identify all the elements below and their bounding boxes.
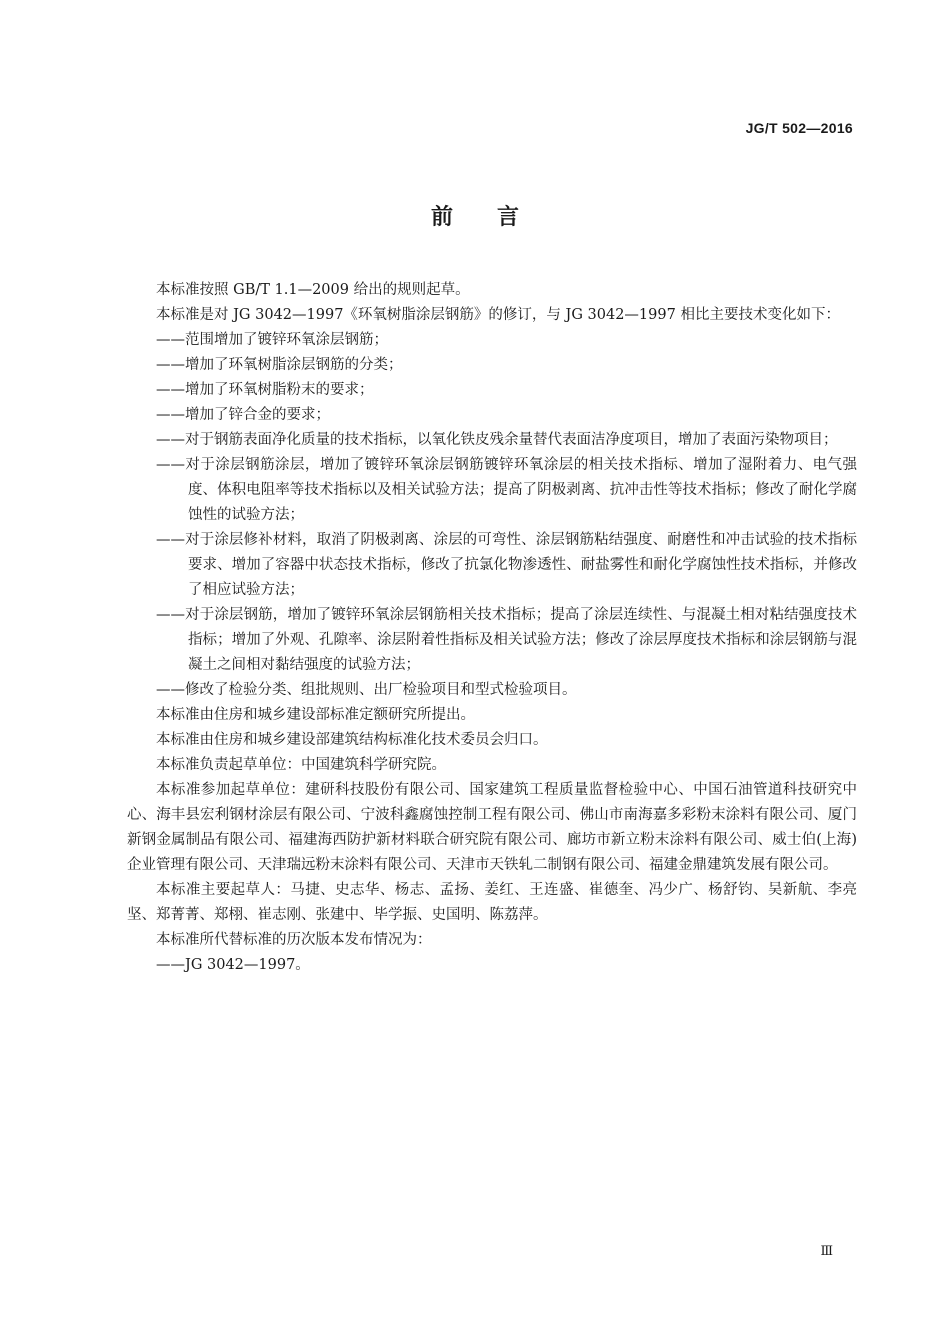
paragraph: 本标准负责起草单位：中国建筑科学研究院。 — [156, 757, 446, 773]
paragraph: 本标准由住房和城乡建设部建筑结构标准化技术委员会归口。 — [156, 732, 548, 748]
standard-code: JG/T 502—2016 — [745, 120, 853, 136]
change-item: ——对于涂层钢筋，增加了镀锌环氧涂层钢筋相关技术指标；提高了涂层连续性、与混凝土相对粘结强度技术指标；增加了外观、孔隙率、涂层附着性指标及相关试验方法；修改了涂层厚度技术指标和涂层钢筋与混凝土之间相对黏结强度的试验方法； — [156, 607, 857, 673]
change-item: ——增加了环氧树脂粉末的要求； — [156, 382, 374, 398]
change-item: ——增加了锌合金的要求； — [156, 407, 330, 423]
paragraph: 本标准所代替标准的历次版本发布情况为： — [156, 932, 432, 948]
participating-units: 本标准参加起草单位：建研科技股份有限公司、国家建筑工程质量监督检验中心、中国石油管道科技研究中心、海丰县宏利钢材涂层有限公司、宁波科鑫腐蚀控制工程有限公司、佛山市南海嘉多彩粉末涂料有限公司、厦门新钢金属制品有限公司、福建海西防护新材料联合研究院有限公司、廊坊市新立粉末涂料有限公司、威士伯(上海)企业管理有限公司、天津瑞远粉末涂料有限公司、天津市天铁轧二制钢有限公司、福建金鼎建筑发展有限公司。 — [127, 782, 857, 873]
previous-version-item: ——JG 3042—1997。 — [156, 957, 310, 973]
change-item: ——对于涂层修补材料，取消了阴极剥离、涂层的可弯性、涂层钢筋粘结强度、耐磨性和冲击试验的技术指标要求、增加了容器中状态技术指标，修改了抗氯化物渗透性、耐盐雾性和耐化学腐蚀性技术指标，并修改了相应试验方法； — [156, 532, 857, 598]
page-number: Ⅲ — [820, 1244, 833, 1259]
change-item: ——增加了环氧树脂涂层钢筋的分类； — [156, 357, 403, 373]
change-item: ——范围增加了镀锌环氧涂层钢筋； — [156, 332, 388, 348]
paragraph: 本标准是对 JG 3042—1997《环氧树脂涂层钢筋》的修订，与 JG 3042—1997 相比主要技术变化如下： — [156, 307, 840, 323]
change-item: ——修改了检验分类、组批规则、出厂检验项目和型式检验项目。 — [156, 682, 577, 698]
page-title: 前言 — [430, 205, 563, 230]
preface-body — [127, 278, 857, 978]
change-item: ——对于涂层钢筋涂层，增加了镀锌环氧涂层钢筋镀锌环氧涂层的相关技术指标、增加了湿附着力、电气强度、体积电阻率等技术指标以及相关试验方法；提高了阴极剥离、抗冲击性等技术指标；修改了耐化学腐蚀性的试验方法； — [156, 457, 857, 523]
main-drafters: 本标准主要起草人：马捷、史志华、杨志、孟扬、姜红、王连盛、崔德奎、冯少广、杨舒钧、吴新航、李亮坚、郑菁菁、郑栩、崔志刚、张建中、毕学振、史国明、陈荔萍。 — [127, 882, 857, 923]
paragraph: 本标准由住房和城乡建设部标准定额研究所提出。 — [156, 707, 475, 723]
paragraph: 本标准按照 GB/T 1.1—2009 给出的规则起草。 — [156, 282, 470, 298]
change-item: ——对于钢筋表面净化质量的技术指标，以氧化铁皮残余量替代表面洁净度项目，增加了表面污染物项目； — [156, 432, 838, 448]
